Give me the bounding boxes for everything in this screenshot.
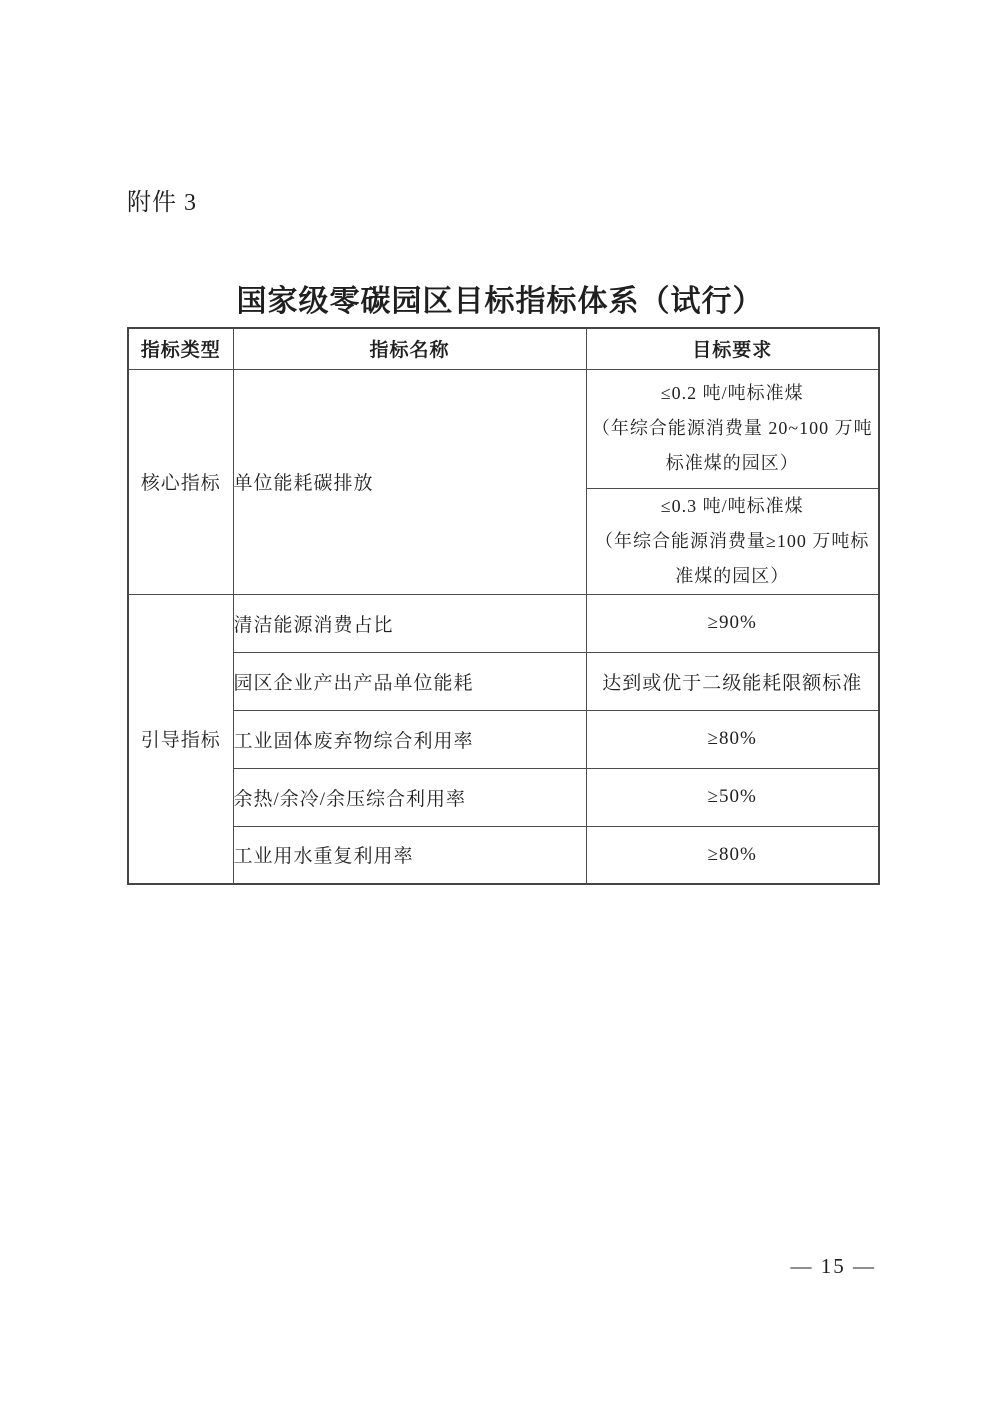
page-number: — 15 —: [790, 1254, 876, 1278]
target-core-b-line2: （年综合能源消费量≥100 万吨标: [595, 530, 870, 551]
target-water-reuse-rate: ≥80%: [586, 826, 879, 884]
target-core-a: [586, 369, 879, 488]
page-title: 国家级零碳园区目标指标体系（试行）: [236, 285, 764, 318]
target-core-a-line1: ≤0.2 吨/吨标准煤: [660, 383, 804, 403]
header-target-requirement: 目标要求: [586, 328, 879, 369]
indicator-waste-heat-utilization: 余热/余冷/余压综合利用率: [233, 768, 586, 826]
indicator-table: [127, 327, 880, 885]
table-row-product-unit-energy: [128, 652, 879, 710]
header-indicator-name: 指标名称: [233, 328, 586, 369]
indicator-product-unit-energy: 园区企业产出产品单位能耗: [233, 652, 586, 710]
header-indicator-type: 指标类型: [128, 328, 233, 369]
target-core-a-line2: （年综合能源消费量 20~100 万吨: [591, 418, 873, 438]
target-core-b: [586, 488, 879, 594]
target-core-a-line3: 标准煤的园区）: [665, 453, 799, 473]
table-row-solid-waste: [128, 710, 879, 768]
attachment-label: 附件 3: [127, 190, 197, 216]
target-waste-heat-utilization: ≥50%: [586, 768, 879, 826]
target-solid-waste-utilization: ≥80%: [586, 710, 879, 768]
target-clean-energy-share: ≥90%: [586, 594, 879, 652]
target-core-b-line1: ≤0.3 吨/吨标准煤: [660, 495, 804, 516]
target-core-b-line3: 准煤的园区）: [675, 565, 790, 586]
table-header-row: [128, 328, 879, 369]
category-guiding-indicators: 引导指标: [128, 594, 233, 884]
indicator-clean-energy-share: 清洁能源消费占比: [233, 594, 586, 652]
category-core-indicators: 核心指标: [128, 369, 233, 594]
target-product-unit-energy: 达到或优于二级能耗限额标准: [586, 652, 879, 710]
table-row-core-target-a: [128, 369, 879, 488]
table-row-water-reuse: [128, 826, 879, 884]
indicator-water-reuse-rate: 工业用水重复利用率: [233, 826, 586, 884]
indicator-solid-waste-utilization: 工业固体废弃物综合利用率: [233, 710, 586, 768]
indicator-carbon-per-unit-energy: 单位能耗碳排放: [233, 369, 586, 594]
table-row-clean-energy: [128, 594, 879, 652]
table-row-waste-heat: [128, 768, 879, 826]
